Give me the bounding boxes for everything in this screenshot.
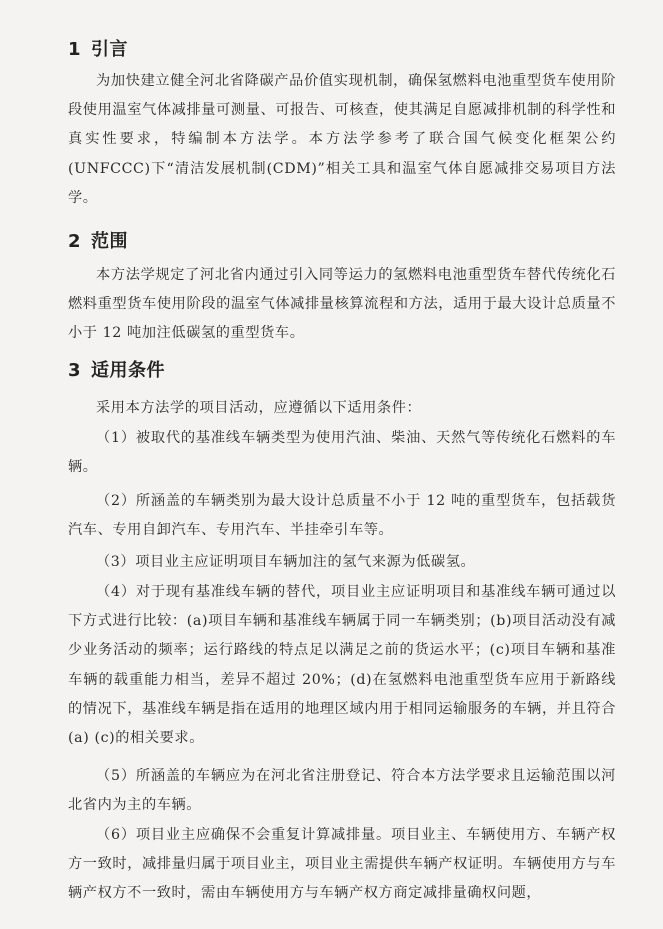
condition-4-text: （4）对于现有基准线车辆的替代，项目业主应证明项目和基准线车辆可通过以下方式进行比较：(a)项目车辆和基准线车辆属于同一车辆类别；(b)项目活动没有减少业务活动的频率；运行路线的特点足以满足之前的货运水平；(c)项目车辆和基准车辆的载重能力相当，差异不超过 20%；(d)在氢燃料电池重型货车应用于新路线的情况下，基准线车辆是指在适用的地理区域内用于相同运输服务的车辆，并且符合(a) (c)的相关要求。 <box>68 584 616 747</box>
section-3-title: 适用条件 <box>91 360 166 381</box>
section-1-number: 1 <box>68 39 82 60</box>
condition-6 <box>68 821 616 909</box>
condition-5-text: （5）所涵盖的车辆应为在河北省注册登记、符合本方法学要求且运输范围以河北省内为主的车辆。 <box>68 768 616 814</box>
section-2-paragraph-1: 本方法学规定了河北省内通过引入同等运力的氢燃料电池重型货车替代传统化石燃料重型货车使用阶段的温室气体减排量核算流程和方法，适用于最大设计总质量不小于 12 吨加注低碳氢的重型货车。 <box>68 267 616 342</box>
condition-6-text: （6）项目业主应确保不会重复计算减排量。项目业主、车辆使用方、车辆产权方一致时，减排量归属于项目业主，项目业主需提供车辆产权证明。车辆使用方与车辆产权方不一致时，需由车辆使用方与车辆产权方商定减排量确权问题， <box>68 827 616 902</box>
condition-2-text: （2）所涵盖的车辆类别为最大设计总质量不小于 12 吨的重型货车，包括载货汽车、专用自卸汽车、专用汽车、半挂牵引车等。 <box>68 493 616 539</box>
section-3-body <box>68 394 616 423</box>
condition-5 <box>68 762 616 820</box>
condition-3 <box>68 548 616 577</box>
section-1-heading <box>68 37 616 63</box>
condition-2 <box>68 487 616 545</box>
section-2-body <box>68 261 616 349</box>
condition-1-text: （1）被取代的基准线车辆类型为使用汽油、柴油、天然气等传统化石燃料的车辆。 <box>68 430 616 476</box>
condition-3-text: （3）项目业主应证明项目车辆加注的氢气来源为低碳氢。 <box>96 554 476 570</box>
section-2-number: 2 <box>68 231 82 252</box>
section-1-title: 引言 <box>91 39 129 60</box>
section-2-heading <box>68 229 616 255</box>
section-3-heading <box>68 358 616 384</box>
section-1-paragraph-1: 为加快建立健全河北省降碳产品价值实现机制，确保氢燃料电池重型货车使用阶段使用温室气体减排量可测量、可报告、可核查，使其满足自愿减排机制的科学性和真实性要求，特编制本方法学。本方法学参考了联合国气候变化框架公约(UNFCCC)下“清洁发展机制(CDM)”相关工具和温室气体自愿减排交易项目方法学。 <box>68 73 616 206</box>
section-3-number: 3 <box>68 360 82 381</box>
section-2-title: 范围 <box>91 231 129 252</box>
condition-4 <box>68 578 616 753</box>
section-1-body <box>68 67 616 213</box>
condition-1 <box>68 424 616 482</box>
section-3-paragraph-intro: 采用本方法学的项目活动，应遵循以下适用条件： <box>96 400 422 416</box>
